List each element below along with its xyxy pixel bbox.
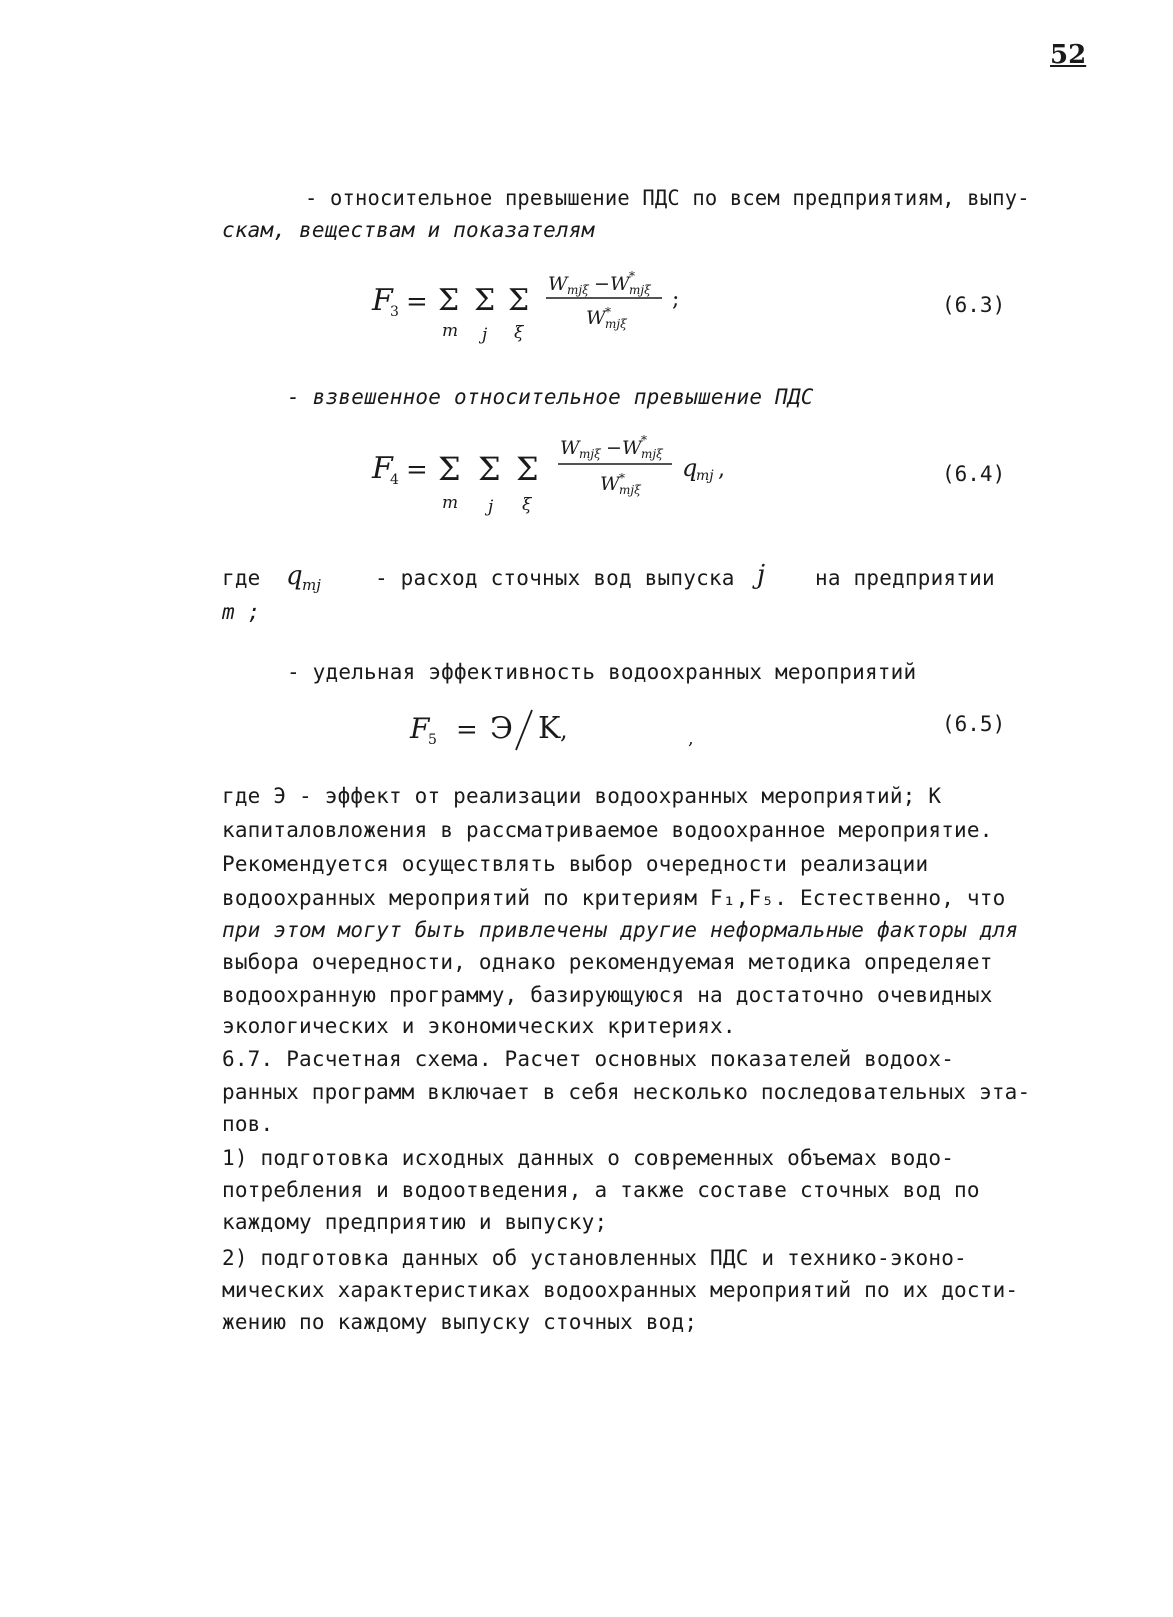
svg-text:mjξ: mjξ: [629, 283, 651, 297]
svg-text:K: K: [538, 711, 561, 746]
svg-text:W: W: [622, 437, 642, 459]
svg-text:mj: mj: [696, 468, 714, 484]
formula-6-5: [410, 702, 710, 766]
svg-text:F: F: [372, 451, 393, 486]
svg-text:Σ: Σ: [478, 450, 501, 488]
svg-text:m: m: [442, 493, 459, 513]
svg-text:q: q: [286, 561, 303, 591]
svg-text:*: *: [629, 269, 635, 283]
intro-f3-line2: скам, веществам и показателям: [222, 218, 595, 242]
svg-text:q: q: [682, 454, 698, 482]
svg-text:F: F: [410, 712, 430, 745]
j-symbol: [755, 553, 775, 601]
svg-text:mjξ: mjξ: [567, 283, 589, 297]
body-line-10: ранных программ включает в себя несколько последовательных эта-: [222, 1080, 1031, 1104]
svg-text:mj: mj: [302, 576, 321, 594]
equation-number-6-4: (6.4): [942, 462, 1006, 486]
body-line-6: выбора очередности, однако рекомендуемая методика определяет: [222, 950, 993, 974]
intro-f3-line1: - относительное превышение ПДС по всем предприятиям, выпу-: [305, 186, 1030, 210]
svg-text:mjξ: mjξ: [641, 447, 663, 461]
svg-text:−: −: [594, 273, 610, 295]
body-line-4: водоохранных мероприятий по критериям F₁,F₅. Естественно, что: [222, 886, 1006, 910]
body-line-14: каждому предприятию и выпуску;: [222, 1210, 608, 1234]
svg-text:,: ,: [688, 728, 694, 749]
svg-text:−: −: [606, 437, 622, 459]
svg-text:j: j: [757, 560, 766, 590]
body-line-2: капиталовложения в рассматриваемое водоохранное мероприятие.: [222, 818, 993, 842]
q-mj-symbol: [284, 556, 354, 604]
where-q-line2: m ;: [222, 600, 261, 624]
intro-f4: - взвешенное относительное превышение ПДС: [287, 385, 814, 409]
svg-text:*: *: [641, 433, 647, 447]
where-q-text2: на предприятии: [815, 566, 995, 590]
where-q-text: - расход сточных вод выпуска: [375, 566, 735, 590]
svg-text:Σ: Σ: [516, 450, 539, 488]
body-line-16: мических характеристиках водоохранных мероприятий по их дости-: [222, 1278, 1019, 1302]
svg-text:,: ,: [718, 457, 725, 482]
svg-text:W: W: [548, 273, 568, 295]
svg-text:*: *: [619, 471, 625, 485]
svg-text:ξ: ξ: [514, 323, 524, 343]
svg-text:5: 5: [428, 732, 437, 748]
body-line-7: водоохранную программу, базирующуюся на достаточно очевидных: [222, 983, 993, 1007]
body-line-11: пов.: [222, 1112, 274, 1136]
svg-text:j: j: [482, 325, 488, 345]
where-q-prefix: где: [222, 566, 261, 590]
body-line-17: жению по каждому выпуску сточных вод;: [222, 1310, 698, 1334]
svg-text:Σ: Σ: [438, 283, 460, 318]
svg-text:mjξ: mjξ: [605, 317, 627, 331]
body-line-15: 2) подготовка данных об установленных ПДС и технико-эконо-: [222, 1246, 967, 1270]
svg-text:3: 3: [390, 304, 399, 320]
svg-text:Σ: Σ: [508, 283, 530, 318]
svg-text:=: =: [406, 287, 428, 317]
svg-text:=: =: [456, 715, 478, 745]
svg-text:;: ;: [672, 287, 680, 312]
svg-text:F: F: [372, 283, 393, 318]
intro-f5: - удельная эффективность водоохранных мероприятий: [287, 660, 917, 684]
formula-6-3: [372, 266, 752, 350]
svg-text:mjξ: mjξ: [579, 447, 601, 461]
body-line-1: где Э - эффект от реализации водоохранных мероприятий; K: [222, 784, 942, 808]
body-line-13: потребления и водоотведения, а также составе сточных вод по: [222, 1178, 980, 1202]
svg-text:W: W: [600, 473, 620, 495]
page-number: 52: [1050, 40, 1087, 70]
svg-text:Σ: Σ: [438, 450, 461, 488]
formula-6-4: [372, 432, 832, 526]
svg-text:j: j: [488, 497, 494, 517]
body-line-8: экологических и экономических критериях.: [222, 1014, 736, 1038]
svg-text:mjξ: mjξ: [619, 483, 641, 497]
svg-text:*: *: [605, 305, 611, 319]
svg-text:m: m: [442, 321, 459, 341]
svg-text:=: =: [406, 455, 428, 485]
svg-text:W: W: [586, 307, 606, 329]
body-line-9: 6.7. Расчетная схема. Расчет основных показателей водоох-: [222, 1047, 955, 1071]
svg-text:4: 4: [390, 472, 399, 488]
svg-text:ξ: ξ: [522, 495, 532, 515]
equation-number-6-3: (6.3): [942, 293, 1006, 317]
svg-text:W: W: [560, 437, 580, 459]
svg-text:,: ,: [560, 716, 568, 744]
svg-text:Σ: Σ: [474, 283, 496, 318]
body-line-3: Рекомендуется осуществлять выбор очередности реализации: [222, 852, 929, 876]
svg-text:Э: Э: [490, 711, 513, 746]
body-line-5: при этом могут быть привлечены другие неформальные факторы для: [222, 918, 1019, 942]
equation-number-6-5: (6.5): [942, 712, 1006, 736]
svg-text:W: W: [610, 273, 630, 295]
body-line-12: 1) подготовка исходных данных о современных объемах водо-: [222, 1146, 955, 1170]
